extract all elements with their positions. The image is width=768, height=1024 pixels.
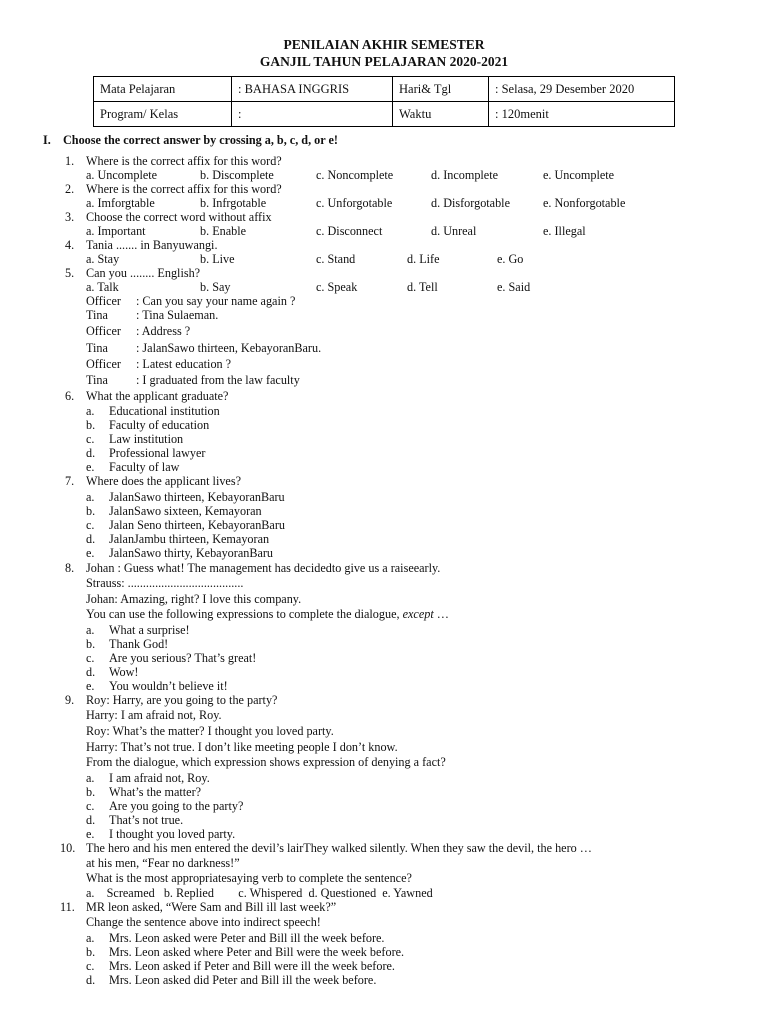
option-e: I thought you loved party. [109, 827, 236, 841]
subject-value: : BAHASA INGGRIS [232, 77, 393, 102]
option-d: d. Disforgotable [431, 196, 510, 210]
option-a: Educational institution [109, 404, 220, 418]
dialogue-speaker: Tina [86, 308, 108, 322]
option-b: b. Live [200, 252, 235, 266]
question-number: 7. [65, 474, 75, 488]
question-number: 4. [65, 238, 75, 252]
option-letter: d. [86, 813, 96, 827]
option-d: Professional lawyer [109, 446, 206, 460]
option-a: a. Stay [86, 252, 120, 266]
question-text: Where is the correct affix for this word? [86, 154, 282, 168]
option-c: Are you serious? That’s great! [109, 651, 257, 665]
question-text: Where is the correct affix for this word? [86, 182, 282, 196]
option-a: a. Uncomplete [86, 168, 158, 182]
question-text-tail: … [433, 607, 449, 621]
option-letter: a. [86, 771, 95, 785]
dialogue-line: Harry: That’s not true. I don’t like meeting people I don’t know. [86, 740, 398, 754]
dialogue-line: Johan: Amazing, right? I love this company. [86, 592, 302, 606]
option-e: JalanSawo thirty, KebayoranBaru [109, 546, 274, 560]
option-e: e. Nonforgotable [543, 196, 626, 210]
program-label: Program/ Kelas [94, 102, 232, 127]
option-d: JalanJambu thirteen, Kemayoran [109, 532, 270, 546]
option-b: Thank God! [109, 637, 169, 651]
question-number: 3. [65, 210, 75, 224]
option-c: Jalan Seno thirteen, KebayoranBaru [109, 518, 285, 532]
dialogue-speaker: Officer [86, 357, 121, 371]
question-number: 2. [65, 182, 75, 196]
question-text: Change the sentence above into indirect speech! [86, 915, 321, 929]
question-text-main: You can use the following expressions to complete the dialogue, [86, 607, 403, 621]
question-number: 9. [65, 693, 75, 707]
section-instruction: Choose the correct answer by crossing a, b, c, d, or e! [63, 133, 338, 147]
option-d: d. Unreal [431, 224, 477, 238]
dialogue-line: : JalanSawo thirteen, KebayoranBaru. [136, 341, 322, 355]
option-letter: e. [86, 679, 95, 693]
question-text: at his men, “Fear no darkness!” [86, 856, 240, 870]
dialogue-speaker: Officer [86, 294, 121, 308]
option-letter: c. [86, 518, 95, 532]
day-label: Hari& Tgl [393, 77, 489, 102]
dialogue-speaker: Officer [86, 324, 121, 338]
option-c: c. Unforgotable [316, 196, 393, 210]
option-b: Mrs. Leon asked where Peter and Bill were the week before. [109, 945, 405, 959]
question-number: 5. [65, 266, 75, 280]
option-e: Faculty of law [109, 460, 180, 474]
dialogue-line: Roy: What’s the matter? I thought you loved party. [86, 724, 334, 738]
option-c: c. Disconnect [316, 224, 383, 238]
option-b: b. Say [200, 280, 231, 294]
question-text: Choose the correct word without affix [86, 210, 272, 224]
option-d: d. Incomplete [431, 168, 499, 182]
option-letter: d. [86, 446, 96, 460]
question-text-emphasis: except [402, 607, 434, 621]
option-b: b. Infrgotable [200, 196, 267, 210]
option-letter: c. [86, 799, 95, 813]
option-letter: b. [86, 418, 96, 432]
dialogue-line: : Can you say your name again ? [136, 294, 296, 308]
option-letter: b. [86, 504, 96, 518]
option-e: You wouldn’t believe it! [109, 679, 228, 693]
option-a: What a surprise! [109, 623, 190, 637]
dialogue-line: : Address ? [136, 324, 191, 338]
options-row: a. Screamed b. Replied c. Whispered d. Questioned e. Yawned [86, 886, 433, 900]
question-text: Can you ........ English? [86, 266, 201, 280]
option-letter: b. [86, 785, 96, 799]
option-d: d. Tell [407, 280, 438, 294]
option-letter: d. [86, 532, 96, 546]
option-e: e. Uncomplete [543, 168, 615, 182]
question-number: 1. [65, 154, 75, 168]
subject-label: Mata Pelajaran [94, 77, 232, 102]
program-value: : [232, 102, 393, 127]
option-letter: c. [86, 432, 95, 446]
option-a: a. Talk [86, 280, 119, 294]
option-letter: c. [86, 959, 95, 973]
option-letter: b. [86, 637, 96, 651]
option-b: Faculty of education [109, 418, 210, 432]
option-c: Mrs. Leon asked if Peter and Bill were ill the week before. [109, 959, 395, 973]
dialogue-speaker: Tina [86, 341, 108, 355]
question-text [86, 607, 449, 621]
option-a: Mrs. Leon asked were Peter and Bill ill the week before. [109, 931, 385, 945]
option-letter: e. [86, 460, 95, 474]
question-number: 11. [60, 900, 75, 914]
time-value: : 120menit [489, 102, 675, 127]
exam-subtitle: GANJIL TAHUN PELAJARAN 2020-2021 [259, 54, 509, 69]
option-b: What’s the matter? [109, 785, 202, 799]
option-e: e. Go [497, 252, 524, 266]
option-c: c. Stand [316, 252, 356, 266]
question-number: 6. [65, 389, 75, 403]
question-text: Where does the applicant lives? [86, 474, 241, 488]
question-text: What is the most appropriatesaying verb to complete the sentence? [86, 871, 412, 885]
option-c: Are you going to the party? [109, 799, 244, 813]
option-letter: c. [86, 651, 95, 665]
option-letter: e. [86, 546, 95, 560]
dialogue-speaker: Tina [86, 373, 108, 387]
option-letter: a. [86, 404, 95, 418]
exam-title: PENILAIAN AKHIR SEMESTER [283, 37, 485, 52]
option-e: e. Illegal [543, 224, 586, 238]
question-number: 8. [65, 561, 75, 575]
option-letter: d. [86, 665, 96, 679]
option-letter: a. [86, 490, 95, 504]
option-d: That’s not true. [109, 813, 184, 827]
option-letter: a. [86, 623, 95, 637]
option-a: a. Important [86, 224, 146, 238]
section-number: I. [43, 133, 51, 147]
option-a: a. Imforgtable [86, 196, 155, 210]
dialogue-line: Roy: Harry, are you going to the party? [86, 693, 278, 707]
option-letter: a. [86, 931, 95, 945]
option-b: b. Enable [200, 224, 247, 238]
option-d: Mrs. Leon asked did Peter and Bill ill the week before. [109, 973, 377, 987]
option-c: c. Speak [316, 280, 358, 294]
option-d: Wow! [109, 665, 139, 679]
option-b: JalanSawo sixteen, Kemayoran [109, 504, 262, 518]
option-b: b. Discomplete [200, 168, 274, 182]
question-text: What the applicant graduate? [86, 389, 229, 403]
question-number: 10. [60, 841, 76, 855]
option-letter: b. [86, 945, 96, 959]
option-letter: e. [86, 827, 95, 841]
option-a: JalanSawo thirteen, KebayoranBaru [109, 490, 285, 504]
option-c: c. Noncomplete [316, 168, 394, 182]
dialogue-line: Johan : Guess what! The management has decidedto give us a raiseearly. [86, 561, 441, 575]
option-c: Law institution [109, 432, 184, 446]
dialogue-line: Strauss: ...................................... [86, 576, 244, 590]
question-text: Tania ....... in Banyuwangi. [86, 238, 218, 252]
question-text: The hero and his men entered the devil’s lairThey walked silently. When they saw the devil, the hero … [86, 841, 592, 855]
dialogue-line: : Latest education ? [136, 357, 232, 371]
info-table [93, 76, 675, 127]
question-text: From the dialogue, which expression shows expression of denying a fact? [86, 755, 446, 769]
option-d: d. Life [407, 252, 440, 266]
dialogue-line: : Tina Sulaeman. [136, 308, 219, 322]
option-a: I am afraid not, Roy. [109, 771, 210, 785]
dialogue-line: : I graduated from the law faculty [136, 373, 300, 387]
time-label: Waktu [393, 102, 489, 127]
option-e: e. Said [497, 280, 531, 294]
day-value: : Selasa, 29 Desember 2020 [489, 77, 675, 102]
dialogue-line: Harry: I am afraid not, Roy. [86, 708, 222, 722]
option-letter: d. [86, 973, 96, 987]
question-text: MR leon asked, “Were Sam and Bill ill last week?” [86, 900, 337, 914]
